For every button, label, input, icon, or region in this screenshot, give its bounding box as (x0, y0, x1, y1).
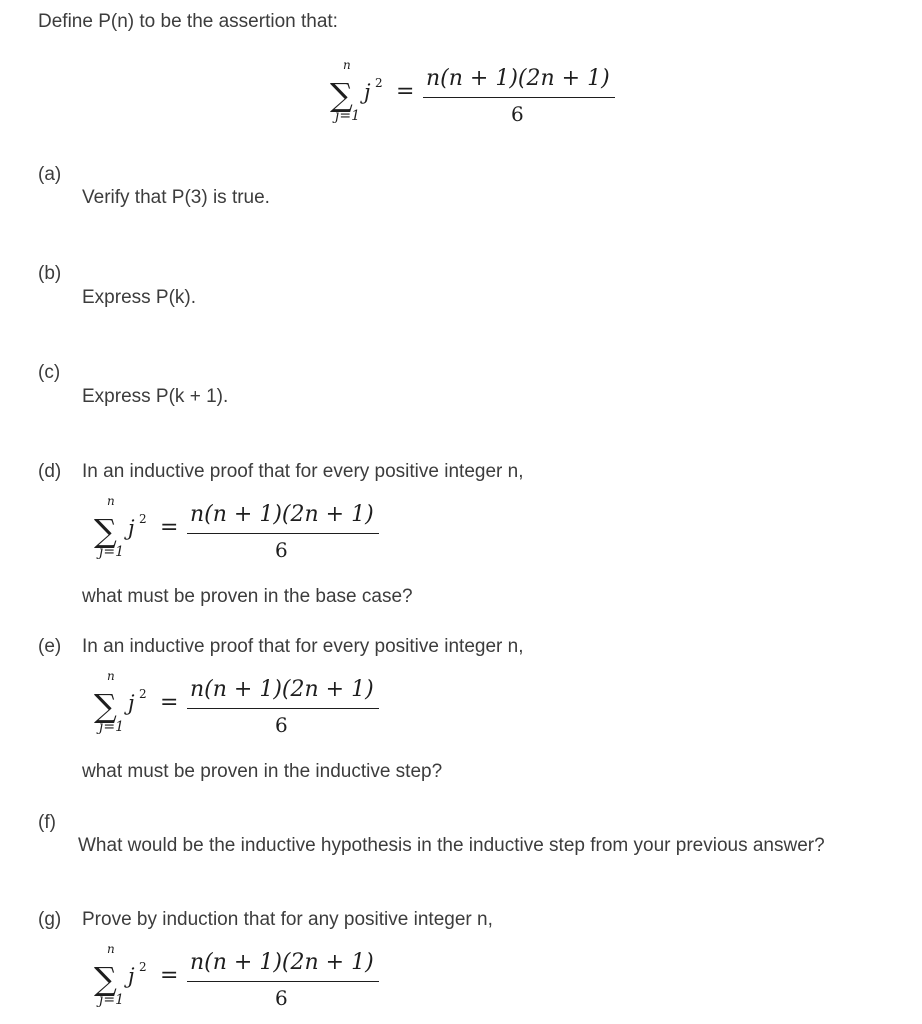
equals-sign: = (160, 515, 179, 540)
part-g-label: (g) (38, 909, 62, 930)
sum-term: j (128, 516, 135, 540)
intro-text: Define P(n) to be the assertion that: (38, 11, 338, 32)
sum-term: j (128, 691, 135, 715)
sigma-symbol: ∑ (94, 512, 117, 550)
fraction-bar (423, 97, 615, 98)
sum-upper-bound: n (343, 58, 351, 72)
fraction-denominator: 6 (275, 538, 288, 562)
sum-exponent: 2 (139, 512, 147, 526)
part-f-text: What would be the inductive hypothesis in the inductive step from your previous answer? (78, 835, 825, 856)
sum-term: j (128, 964, 135, 988)
part-a-label: (a) (38, 164, 62, 185)
part-d-after-text: what must be proven in the base case? (82, 586, 413, 607)
equals-sign: = (396, 79, 415, 104)
sum-exponent: 2 (139, 960, 147, 974)
part-c-label: (c) (38, 362, 61, 383)
part-d-label: (d) (38, 461, 62, 482)
equals-sign: = (160, 690, 179, 715)
sigma-symbol: ∑ (94, 687, 117, 725)
sum-term: j (364, 80, 371, 104)
part-d-text: In an inductive proof that for every positive integer n, (82, 461, 524, 482)
sigma-symbol: ∑ (330, 76, 353, 114)
sigma-symbol: ∑ (94, 960, 117, 998)
fraction-denominator: 6 (511, 102, 524, 126)
part-c-text: Express P(k + 1). (82, 386, 229, 407)
fraction-denominator: 6 (275, 713, 288, 737)
part-b-label: (b) (38, 263, 62, 284)
fraction-numerator: n(n + 1)(2n + 1) (190, 677, 374, 702)
part-b-text: Express P(k). (82, 287, 197, 308)
sum-lower-bound: j=1 (99, 992, 124, 1008)
sum-upper-bound: n (107, 942, 115, 956)
part-e-after-text: what must be proven in the inductive step? (82, 761, 443, 782)
fraction-bar (187, 981, 379, 982)
fraction-bar (187, 708, 379, 709)
sum-exponent: 2 (139, 687, 147, 701)
sum-lower-bound: j=1 (99, 719, 124, 735)
fraction-denominator: 6 (275, 986, 288, 1010)
part-f-label: (f) (38, 812, 56, 833)
sum-lower-bound: j=1 (335, 108, 360, 124)
fraction-bar (187, 533, 379, 534)
equals-sign: = (160, 963, 179, 988)
sum-upper-bound: n (107, 669, 115, 683)
part-e-text: In an inductive proof that for every positive integer n, (82, 636, 524, 657)
part-e-label: (e) (38, 636, 62, 657)
sum-lower-bound: j=1 (99, 544, 124, 560)
sum-upper-bound: n (107, 494, 115, 508)
fraction-numerator: n(n + 1)(2n + 1) (190, 950, 374, 975)
sum-exponent: 2 (375, 76, 383, 90)
part-g-text: Prove by induction that for any positive integer n, (82, 909, 493, 930)
fraction-numerator: n(n + 1)(2n + 1) (190, 502, 374, 527)
fraction-numerator: n(n + 1)(2n + 1) (426, 66, 610, 91)
part-a-text: Verify that P(3) is true. (82, 187, 270, 208)
